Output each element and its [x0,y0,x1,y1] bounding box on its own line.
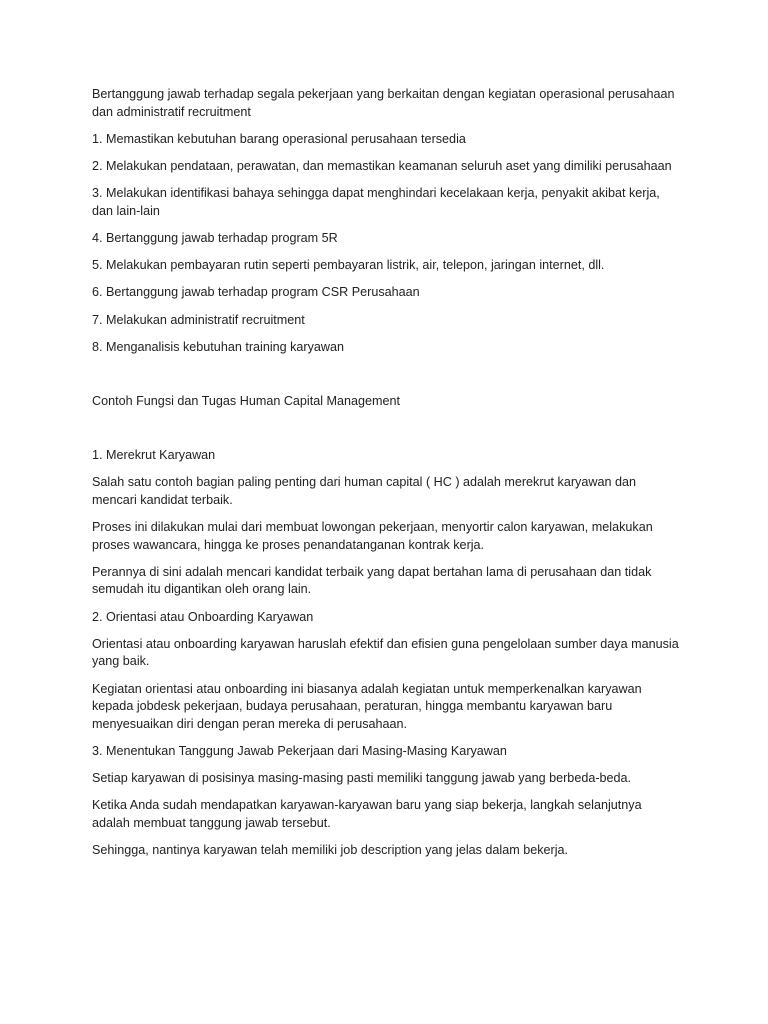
document-body [92,86,682,869]
spacer [92,420,682,447]
duty-item: 2. Melakukan pendataan, perawatan, dan memastikan keamanan seluruh aset yang dimiliki perusahaan [92,158,672,173]
duty-item: 5. Melakukan pembayaran rutin seperti pembayaran listrik, air, telepon, jaringan internet, dll. [92,258,605,273]
section-paragraph: Orientasi atau onboarding karyawan haruslah efektif dan efisien guna pengelolaan sumber daya manusia yang baik. [92,636,679,669]
duty-item: 8. Menganalisis kebutuhan training karyawan [92,339,345,354]
section-paragraph: Perannya di sini adalah mencari kandidat terbaik yang dapat bertahan lama di perusahaan dan tidak semudah itu digantikan oleh orang lain. [92,564,652,597]
duty-item: 6. Bertanggung jawab terhadap program CSR Perusahaan [92,285,420,300]
section-paragraph: Setiap karyawan di posisinya masing-masing pasti memiliki tanggung jawab yang berbeda-beda. [92,771,632,786]
section-paragraph: Ketika Anda sudah mendapatkan karyawan-karyawan baru yang siap bekerja, langkah selanjutnya adalah membuat tanggung jawab tersebut. [92,798,642,830]
duty-item: 4. Bertanggung jawab terhadap program 5R [92,230,338,245]
section-paragraph: Proses ini dilakukan mulai dari membuat lowongan pekerjaan, menyortir calon karyawan, melakukan proses wawancara, hingga ke proses penandatanganan kontrak kerja. [92,520,653,552]
section-paragraph: Sehingga, nantinya karyawan telah memiliki job description yang jelas dalam bekerja. [92,843,569,858]
section-paragraph: Kegiatan orientasi atau onboarding ini biasanya adalah kegiatan untuk memperkenalkan karyawan kepada jobdesk pekerjaan, budaya perusahaan, peraturan, hingga membantu karyawan baru menyesuaikan diri dengan peran mereka di perusahaan. [92,681,642,731]
section-heading: 3. Menentukan Tanggung Jawab Pekerjaan dari Masing-Masing Karyawan [92,743,507,758]
section-heading: 1. Merekrut Karyawan [92,448,216,463]
section-heading: 2. Orientasi atau Onboarding Karyawan [92,609,314,624]
section-paragraph: Salah satu contoh bagian paling penting dari human capital ( HC ) adalah merekrut karyawan dan mencari kandidat terbaik. [92,475,636,507]
duty-item: 7. Melakukan administratif recruitment [92,312,305,327]
section-title: Contoh Fungsi dan Tugas Human Capital Management [92,393,401,408]
intro-paragraph: Bertanggung jawab terhadap segala pekerjaan yang berkaitan dengan kegiatan operasional perusahaan dan administratif recruitment [92,87,675,119]
duty-item: 3. Melakukan identifikasi bahaya sehingga dapat menghindari kecelakaan kerja, penyakit akibat kerja, dan lain-lain [92,186,660,218]
duty-item: 1. Memastikan kebutuhan barang operasional perusahaan tersedia [92,131,466,146]
spacer [92,366,682,393]
